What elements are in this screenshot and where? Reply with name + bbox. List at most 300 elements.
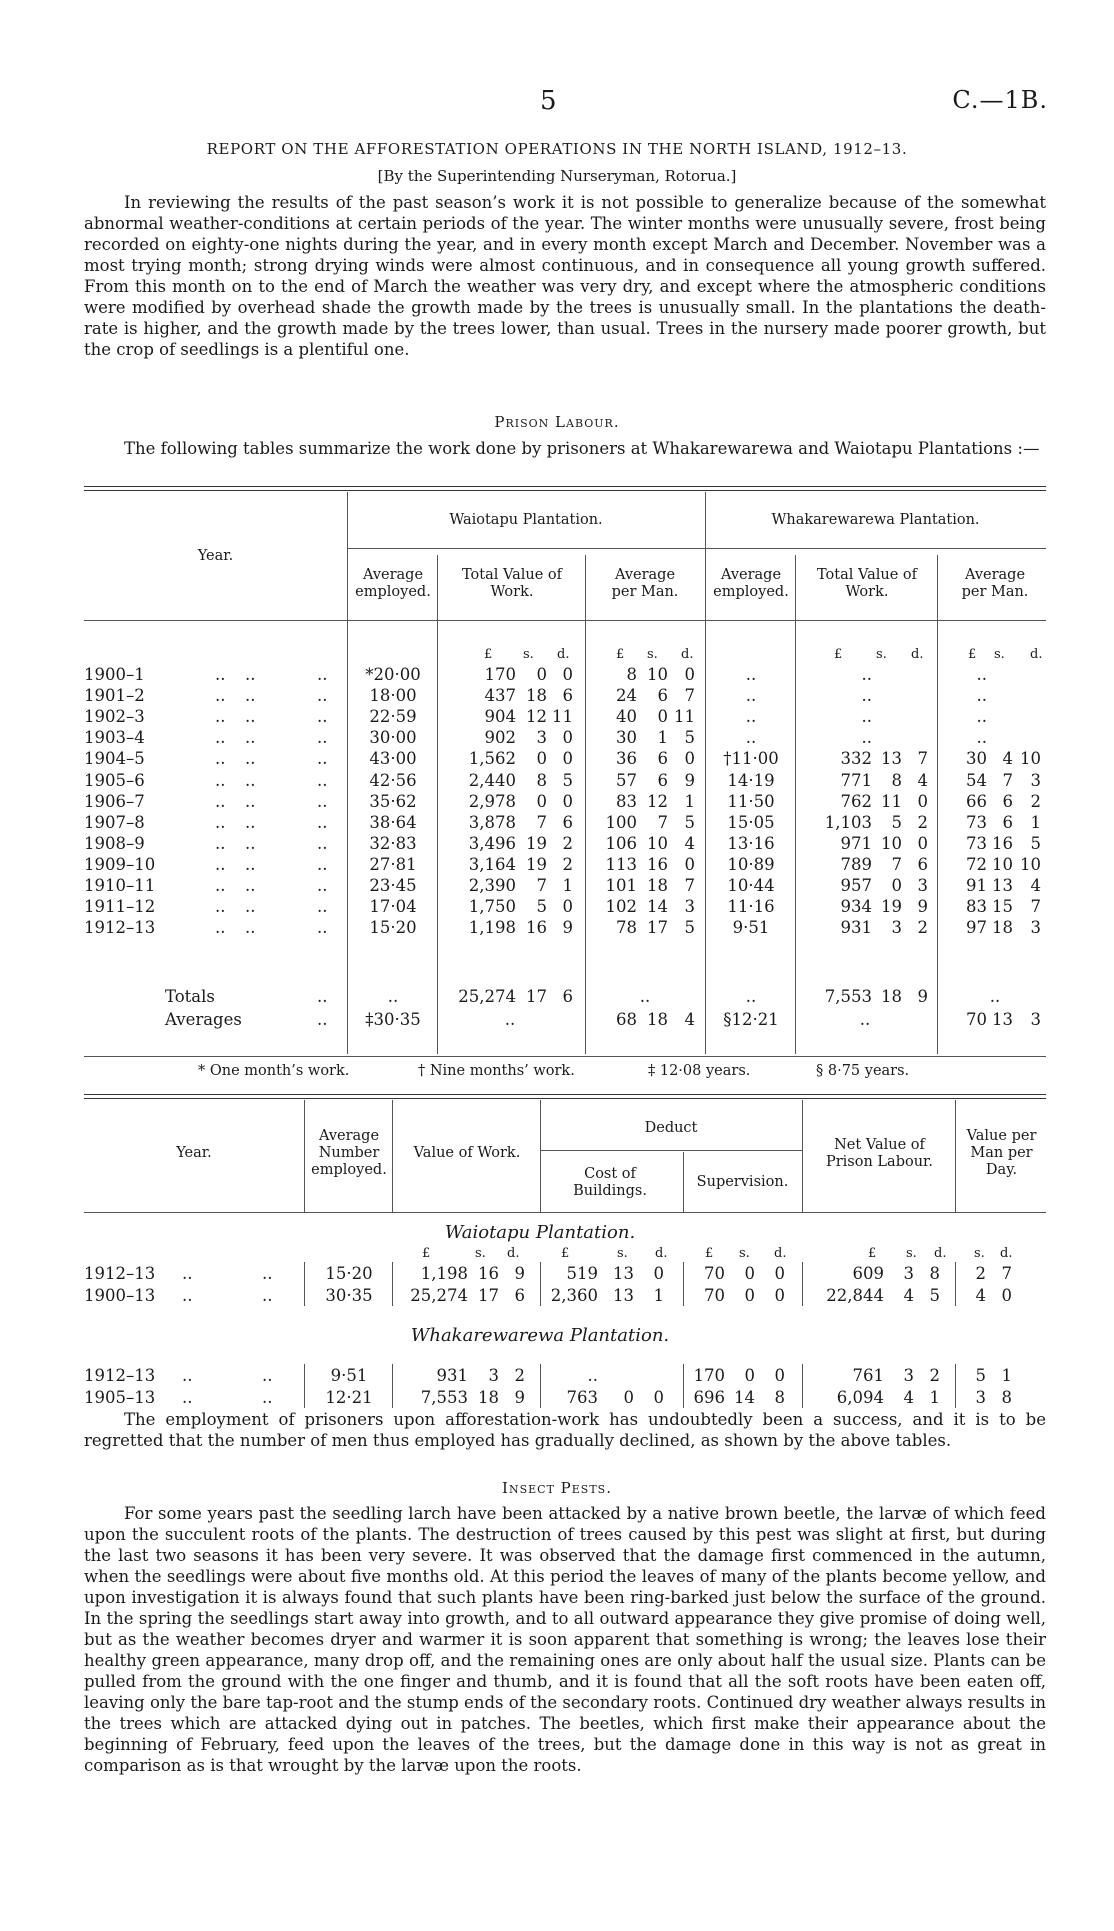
prison-labour-intro-text: The following tables summarize the work done by prisoners at Whakarewarewa and Waiotapu Plantations :— (124, 439, 1040, 458)
whakarewarewa-avg-shillings: 18 (992, 918, 1013, 938)
averages-k-avg-shillings: 13 (992, 1010, 1013, 1029)
waiotapu-avg-employed: 32·83 (369, 833, 417, 853)
leader-dots: .. (182, 1286, 193, 1305)
averages-label: Averages (165, 1010, 242, 1029)
value-shillings: 3 (488, 1366, 499, 1385)
waiotapu-total-pence: 11 (552, 707, 573, 727)
waiotapu-total-shillings: 0 (536, 791, 547, 811)
waiotapu-avg-pence: 0 (684, 854, 695, 874)
whakarewarewa-total-pounds: 957 (840, 876, 872, 895)
table2-divider (540, 1262, 541, 1306)
waiotapu-avg-shillings: 10 (647, 665, 668, 684)
waiotapu-avg-pounds: 83 (616, 791, 637, 811)
waiotapu-avg-pounds: 40 (616, 707, 637, 727)
leader-dots: .. (262, 1388, 273, 1407)
waiotapu-avg-pence: 5 (684, 812, 695, 832)
avg-number-employed: 15·20 (325, 1264, 373, 1283)
per-day-pence: 1 (1001, 1366, 1012, 1385)
leader-dots: .. (215, 897, 226, 917)
net-value-shillings: 3 (903, 1366, 914, 1385)
whakarewarewa-total-pounds: .. (861, 665, 872, 684)
unit-pound: £ (422, 1246, 431, 1261)
table1-col-total-value-2: Total Value of Work. (816, 567, 918, 600)
whakarewarewa-avg-employed: 11·16 (727, 897, 775, 917)
table2-col-supervision: Supervision. (696, 1174, 789, 1190)
leader-dots: .. (215, 918, 226, 938)
leader-dots: .. (317, 791, 328, 811)
year-cell: 1900–13 (84, 1286, 156, 1305)
averages-w-avg-pounds: 68 (616, 1010, 637, 1029)
per-day-pence: 0 (1001, 1286, 1012, 1305)
unit-pence: d. (1000, 1246, 1013, 1261)
cost-buildings-pounds: 519 (566, 1264, 598, 1283)
whakarewarewa-avg-pence: 5 (1030, 833, 1041, 853)
table2-col-net-value: Net Value of Prison Labour. (825, 1137, 933, 1170)
unit-shilling: s. (475, 1246, 486, 1261)
waiotapu-avg-shillings: 1 (657, 728, 668, 748)
whakarewarewa-total-pounds: 332 (840, 749, 872, 769)
unit-shilling: s. (994, 647, 1005, 662)
leader-dots: .. (215, 770, 226, 790)
unit-pence: d. (557, 647, 570, 662)
waiotapu-avg-pounds: 57 (616, 770, 637, 790)
waiotapu-total-shillings: 7 (536, 812, 547, 832)
leader-dots: .. (245, 876, 256, 895)
value-pence: 6 (514, 1286, 525, 1305)
table2-divider (304, 1100, 305, 1212)
waiotapu-total-pounds: 1,198 (468, 918, 516, 938)
waiotapu-total-pounds: 904 (484, 707, 516, 727)
leader-dots: .. (245, 686, 256, 706)
cost-buildings-pence: 0 (653, 1264, 664, 1283)
whakarewarewa-avg-pounds: .. (976, 728, 987, 748)
waiotapu-total-pence: 6 (562, 812, 573, 832)
whakarewarewa-total-shillings: 0 (891, 876, 902, 895)
year-cell: 1911–12 (84, 897, 156, 917)
footnote-one-month: * One month’s work. (198, 1063, 350, 1079)
unit-pence: d. (507, 1246, 520, 1261)
year-cell: 1912–13 (84, 1366, 156, 1385)
year-cell: 1912–13 (84, 918, 156, 938)
table2-col-value: Value of Work. (413, 1145, 521, 1161)
waiotapu-total-pounds: 902 (484, 728, 516, 748)
whakarewarewa-total-pounds: 762 (840, 791, 872, 811)
table1-divider (705, 492, 706, 1054)
waiotapu-avg-shillings: 6 (657, 686, 668, 706)
supervision-shillings: 14 (734, 1388, 755, 1407)
waiotapu-avg-employed: 42·56 (369, 770, 417, 790)
leader-dots: .. (317, 1010, 328, 1029)
whakarewarewa-total-pence: 0 (917, 791, 928, 811)
totals-label: Totals (165, 987, 215, 1006)
waiotapu-avg-shillings: 10 (647, 833, 668, 853)
waiotapu-avg-employed: 27·81 (369, 854, 417, 874)
table2-divider (955, 1262, 956, 1306)
table2-divider (955, 1100, 956, 1212)
avg-number-employed: 9·51 (330, 1366, 368, 1385)
waiotapu-total-pounds: 437 (484, 686, 516, 706)
supervision-pounds: 70 (704, 1286, 725, 1305)
waiotapu-total-shillings: 16 (526, 918, 547, 938)
table2-top-rule-double (84, 1098, 1046, 1099)
waiotapu-total-shillings: 0 (536, 749, 547, 769)
whakarewarewa-avg-employed: †11·00 (723, 749, 779, 769)
unit-shilling: s. (647, 647, 658, 662)
leader-dots: .. (245, 770, 256, 790)
waiotapu-avg-employed: 35·62 (369, 791, 417, 811)
value-pounds: 7,553 (420, 1388, 468, 1407)
totals-k-tot-pounds: 7,553 (824, 987, 872, 1006)
whakarewarewa-total-shillings: 10 (881, 833, 902, 853)
whakarewarewa-avg-shillings: 7 (1002, 770, 1013, 790)
whakarewarewa-avg-shillings: 13 (992, 876, 1013, 895)
waiotapu-total-pence: 0 (562, 665, 573, 684)
whakarewarewa-avg-shillings: 16 (992, 833, 1013, 853)
year-cell: 1909–10 (84, 854, 156, 874)
whakarewarewa-avg-employed: .. (745, 665, 757, 684)
year-cell: 1904–5 (84, 749, 145, 769)
waiotapu-total-pence: 2 (562, 833, 573, 853)
unit-pound: £ (616, 647, 625, 662)
waiotapu-total-shillings: 19 (526, 833, 547, 853)
leader-dots: .. (245, 918, 256, 938)
whakarewarewa-avg-shillings: 6 (1002, 791, 1013, 811)
table2-divider (802, 1262, 803, 1306)
footnote-years-2: § 8·75 years. (816, 1063, 910, 1079)
whakarewarewa-avg-employed: .. (745, 707, 757, 727)
waiotapu-avg-employed: 23·45 (369, 876, 417, 895)
waiotapu-total-pounds: 2,390 (468, 876, 516, 895)
table2-col-avg-number: Average Number employed. (311, 1128, 387, 1178)
net-value-pence: 1 (929, 1388, 940, 1407)
whakarewarewa-total-pounds: 1,103 (824, 812, 872, 832)
table2-divider (304, 1364, 305, 1408)
prison-labour-intro (84, 438, 1046, 459)
whakarewarewa-total-shillings: 13 (881, 749, 902, 769)
table2-divider (392, 1100, 393, 1212)
totals-k-tot-shillings: 18 (881, 987, 902, 1006)
table2-divider (540, 1364, 541, 1408)
waiotapu-total-pence: 0 (562, 897, 573, 917)
waiotapu-avg-pounds: 113 (605, 854, 637, 874)
whakarewarewa-total-pounds: 789 (840, 854, 872, 874)
leader-dots: .. (317, 749, 328, 769)
net-value-pounds: 22,844 (826, 1286, 884, 1305)
whakarewarewa-avg-shillings: 15 (992, 897, 1013, 917)
waiotapu-total-shillings: 12 (526, 707, 547, 727)
section-whakarewarewa: Whakarewarewa Plantation. (410, 1325, 670, 1346)
totals-w-tot-pence: 6 (562, 987, 573, 1006)
unit-shilling: s. (739, 1246, 750, 1261)
leader-dots: .. (245, 749, 256, 769)
waiotapu-avg-shillings: 14 (647, 897, 668, 917)
leader-dots: .. (317, 987, 328, 1006)
leader-dots: .. (182, 1264, 193, 1283)
leader-dots: .. (245, 897, 256, 917)
waiotapu-avg-shillings: 0 (657, 707, 668, 727)
whakarewarewa-avg-pence: 7 (1030, 897, 1041, 917)
intro-paragraph (84, 192, 1046, 360)
waiotapu-total-pence: 6 (562, 686, 573, 706)
table2-divider (802, 1364, 803, 1408)
leader-dots: .. (245, 854, 256, 874)
whakarewarewa-total-pounds: 931 (840, 918, 872, 938)
whakarewarewa-avg-pounds: 66 (966, 791, 987, 811)
whakarewarewa-total-shillings: 3 (891, 918, 902, 938)
whakarewarewa-avg-employed: .. (745, 728, 757, 748)
insect-pests-paragraph (84, 1503, 1046, 1776)
table1-bottom-rule (84, 1056, 1046, 1057)
waiotapu-avg-employed: 17·04 (369, 897, 417, 917)
leader-dots: .. (317, 897, 328, 917)
value-pounds: 25,274 (410, 1286, 468, 1305)
leader-dots: .. (215, 707, 226, 727)
waiotapu-avg-shillings: 12 (647, 791, 668, 811)
waiotapu-avg-employed: 43·00 (369, 749, 417, 769)
waiotapu-avg-employed: 15·20 (369, 918, 417, 938)
cost-buildings-shillings: 13 (613, 1264, 634, 1283)
cost-buildings-pence: 1 (653, 1286, 664, 1305)
leader-dots: .. (215, 812, 226, 832)
per-day-pence: 8 (1001, 1388, 1012, 1407)
year-cell: 1903–4 (84, 728, 145, 748)
whakarewarewa-avg-employed: 11·50 (727, 791, 775, 811)
waiotapu-total-pounds: 170 (484, 665, 516, 684)
year-cell: 1901–2 (84, 686, 145, 706)
footnote-years-1: ‡ 12·08 years. (648, 1063, 751, 1079)
per-day-shillings: 3 (975, 1388, 986, 1407)
table1-header-rule (84, 620, 1046, 621)
supervision-shillings: 0 (744, 1264, 755, 1283)
whakarewarewa-avg-employed: .. (745, 686, 757, 706)
waiotapu-total-pounds: 2,440 (468, 770, 516, 790)
totals-w-tot-pounds: 25,274 (458, 987, 516, 1006)
totals-k-tot-pence: 9 (917, 987, 928, 1006)
waiotapu-total-pence: 1 (562, 876, 573, 895)
unit-shilling: s. (974, 1246, 985, 1261)
leader-dots: .. (245, 833, 256, 853)
year-cell: 1906–7 (84, 791, 145, 811)
per-day-shillings: 4 (975, 1286, 986, 1305)
waiotapu-avg-pence: 5 (684, 918, 695, 938)
whakarewarewa-total-pence: 9 (917, 897, 928, 917)
leader-dots: .. (317, 833, 328, 853)
waiotapu-avg-shillings: 7 (657, 812, 668, 832)
whakarewarewa-total-pence: 4 (917, 770, 928, 790)
net-value-pounds: 609 (852, 1264, 884, 1283)
waiotapu-total-pounds: 3,878 (468, 812, 516, 832)
whakarewarewa-avg-pence: 1 (1030, 812, 1041, 832)
net-value-pence: 8 (929, 1264, 940, 1283)
whakarewarewa-total-pence: 6 (917, 854, 928, 874)
value-pence: 9 (514, 1388, 525, 1407)
waiotapu-total-shillings: 19 (526, 854, 547, 874)
waiotapu-avg-employed: *20·00 (365, 665, 421, 684)
waiotapu-total-shillings: 18 (526, 686, 547, 706)
waiotapu-avg-pence: 11 (674, 707, 695, 727)
waiotapu-avg-pence: 7 (684, 686, 695, 706)
leader-dots: .. (245, 707, 256, 727)
table1-col-avg-per-man-2: Average per Man. (961, 567, 1029, 600)
waiotapu-avg-shillings: 6 (657, 749, 668, 769)
cost-buildings-pounds: .. (587, 1366, 598, 1385)
supervision-pounds: 70 (704, 1264, 725, 1283)
leader-dots: .. (245, 728, 256, 748)
value-pence: 9 (514, 1264, 525, 1283)
waiotapu-avg-pence: 3 (684, 897, 695, 917)
document-reference: C.—1B. (952, 86, 1048, 114)
waiotapu-avg-pence: 0 (684, 665, 695, 684)
supervision-shillings: 0 (744, 1286, 755, 1305)
leader-dots: .. (182, 1366, 193, 1385)
table2-divider (683, 1364, 684, 1408)
year-cell: 1907–8 (84, 812, 145, 832)
whakarewarewa-avg-pence: 10 (1020, 854, 1041, 874)
waiotapu-total-shillings: 3 (536, 728, 547, 748)
waiotapu-avg-pounds: 106 (605, 833, 637, 853)
leader-dots: .. (215, 854, 226, 874)
whakarewarewa-avg-pounds: .. (976, 707, 987, 727)
waiotapu-total-shillings: 5 (536, 897, 547, 917)
averages-w-avg-shillings: 18 (647, 1010, 668, 1029)
averages-w-emp: ‡30·35 (365, 1010, 421, 1029)
table2-deduct-rule (540, 1150, 802, 1151)
whakarewarewa-total-pounds: .. (861, 707, 872, 727)
waiotapu-avg-shillings: 6 (657, 770, 668, 790)
whakarewarewa-total-shillings: 11 (881, 791, 902, 811)
waiotapu-avg-pence: 4 (684, 833, 695, 853)
closing-text: The employment of prisoners upon afforestation-work has undoubtedly been a success, and it is to be regretted that the number of men thus employed has gradually declined, as shown by the above tables. (84, 1410, 1046, 1450)
value-pounds: 1,198 (420, 1264, 468, 1283)
whakarewarewa-avg-employed: 9·51 (732, 918, 770, 938)
whakarewarewa-avg-employed: 10·44 (727, 876, 775, 895)
per-day-shillings: 5 (975, 1366, 986, 1385)
leader-dots: .. (215, 791, 226, 811)
waiotapu-avg-shillings: 18 (647, 876, 668, 895)
leader-dots: .. (245, 665, 256, 684)
waiotapu-total-pence: 0 (562, 728, 573, 748)
avg-number-employed: 30·35 (325, 1286, 373, 1305)
table2-divider (540, 1100, 541, 1212)
whakarewarewa-avg-pence: 3 (1030, 770, 1041, 790)
whakarewarewa-avg-employed: 15·05 (727, 812, 775, 832)
totals-k-emp: .. (745, 987, 757, 1006)
per-day-shillings: 2 (975, 1264, 986, 1283)
averages-k-avg-pounds: 70 (966, 1010, 987, 1029)
waiotapu-avg-pence: 5 (684, 728, 695, 748)
whakarewarewa-avg-pence: 2 (1030, 791, 1041, 811)
cost-buildings-pounds: 763 (566, 1388, 598, 1407)
year-cell: 1910–11 (84, 876, 156, 895)
totals-k-avg: .. (989, 987, 1001, 1006)
net-value-pounds: 761 (852, 1366, 884, 1385)
waiotapu-total-pounds: 3,164 (468, 854, 516, 874)
leader-dots: .. (182, 1388, 193, 1407)
waiotapu-avg-pounds: 8 (626, 665, 637, 684)
insect-pests-heading: Insect Pests. (502, 1479, 612, 1497)
unit-pound: £ (834, 647, 843, 662)
table1-group-waiotapu: Waiotapu Plantation. (449, 512, 603, 528)
whakarewarewa-avg-pounds: 72 (966, 854, 987, 874)
table2-col-deduct: Deduct (644, 1120, 698, 1136)
totals-w-tot-shillings: 17 (526, 987, 547, 1006)
supervision-pence: 0 (774, 1366, 785, 1385)
unit-pound: £ (868, 1246, 877, 1261)
waiotapu-avg-employed: 38·64 (369, 812, 417, 832)
waiotapu-avg-employed: 18·00 (369, 686, 417, 706)
whakarewarewa-avg-pence: 3 (1030, 918, 1041, 938)
waiotapu-total-pounds: 1,562 (468, 749, 516, 769)
unit-pence: d. (655, 1246, 668, 1261)
table2-header-rule (84, 1212, 1046, 1213)
net-value-shillings: 4 (903, 1286, 914, 1305)
waiotapu-total-shillings: 7 (536, 876, 547, 895)
table1-col-avg-per-man: Average per Man. (611, 567, 679, 600)
waiotapu-avg-pence: 9 (684, 770, 695, 790)
net-value-pence: 5 (929, 1286, 940, 1305)
closing-paragraph (84, 1409, 1046, 1451)
whakarewarewa-avg-pounds: .. (976, 686, 987, 706)
waiotapu-avg-employed: 30·00 (369, 728, 417, 748)
whakarewarewa-avg-pounds: .. (976, 665, 987, 684)
whakarewarewa-total-pence: 0 (917, 833, 928, 853)
waiotapu-avg-pounds: 78 (616, 918, 637, 938)
whakarewarewa-avg-pounds: 97 (966, 918, 987, 938)
unit-pound: £ (968, 647, 977, 662)
unit-pence: d. (774, 1246, 787, 1261)
waiotapu-avg-pence: 7 (684, 876, 695, 895)
waiotapu-avg-shillings: 17 (647, 918, 668, 938)
leader-dots: .. (215, 665, 226, 684)
whakarewarewa-avg-pounds: 83 (966, 897, 987, 917)
unit-pound: £ (561, 1246, 570, 1261)
waiotapu-avg-pence: 0 (684, 749, 695, 769)
table2-col-year: Year. (176, 1145, 212, 1161)
insect-pests-text: For some years past the seedling larch have been attacked by a native brown beetle, the larvæ of which feed upon the succulent roots of the plants. The destruction of trees caused by this pest was slight at first, but during the last two seasons it has been very severe. It was observed that the damage first commenced in the autumn, when the seedlings were about five months old. At this period the leaves of many of the plants become yellow, and upon investigation it is always found that such plants have been ring-barked just below the surface of the ground. In the spring the seedlings start away into growth, and to all outward appearance they give promise of doing well, but as the weather becomes dryer and warmer it is soon apparent that something is wrong; the leaves lose their healthy green appearance, many drop off, and the remaining ones are only about half the usual size. Plants can be pulled from the ground with the one finger and thumb, and it is found that all the soft roots have been eaten off, leaving only the bare tap-root and the stump ends of the secondary roots. Continued dry weather always results in the trees which are attacked dying out in patches. The beetles, which first make their appearance about the beginning of February, feed upon the leaves of the trees, but the damage done in this way is not as great in comparison as is that wrought by the larvæ upon the roots. (84, 1504, 1046, 1775)
leader-dots: .. (215, 749, 226, 769)
table2-divider (683, 1262, 684, 1306)
whakarewarewa-total-shillings: 5 (891, 812, 902, 832)
value-shillings: 16 (478, 1264, 499, 1283)
table1-col-avg-employed-2: Average employed. (713, 567, 789, 600)
cost-buildings-pounds: 2,360 (550, 1286, 598, 1305)
leader-dots: .. (317, 854, 328, 874)
supervision-pounds: 170 (693, 1366, 725, 1385)
whakarewarewa-total-pounds: 934 (840, 897, 872, 917)
waiotapu-total-pounds: 3,496 (468, 833, 516, 853)
net-value-pounds: 6,094 (836, 1388, 884, 1407)
cost-buildings-pence: 0 (653, 1388, 664, 1407)
table2-divider (955, 1364, 956, 1408)
unit-pence: d. (681, 647, 694, 662)
leader-dots: .. (317, 665, 328, 684)
unit-pound: £ (484, 647, 493, 662)
leader-dots: .. (245, 812, 256, 832)
whakarewarewa-total-shillings: 19 (881, 897, 902, 917)
totals-w-emp: .. (387, 987, 399, 1006)
value-shillings: 17 (478, 1286, 499, 1305)
whakarewarewa-avg-pounds: 54 (966, 770, 987, 790)
waiotapu-total-pence: 9 (562, 918, 573, 938)
waiotapu-avg-pence: 1 (684, 791, 695, 811)
whakarewarewa-total-pounds: 771 (840, 770, 872, 790)
whakarewarewa-avg-shillings: 6 (1002, 812, 1013, 832)
per-day-pence: 7 (1001, 1264, 1012, 1283)
whakarewarewa-avg-pounds: 73 (966, 812, 987, 832)
averages-w-tot: .. (504, 1010, 516, 1029)
whakarewarewa-avg-pounds: 30 (966, 749, 987, 769)
whakarewarewa-total-shillings: 8 (891, 770, 902, 790)
